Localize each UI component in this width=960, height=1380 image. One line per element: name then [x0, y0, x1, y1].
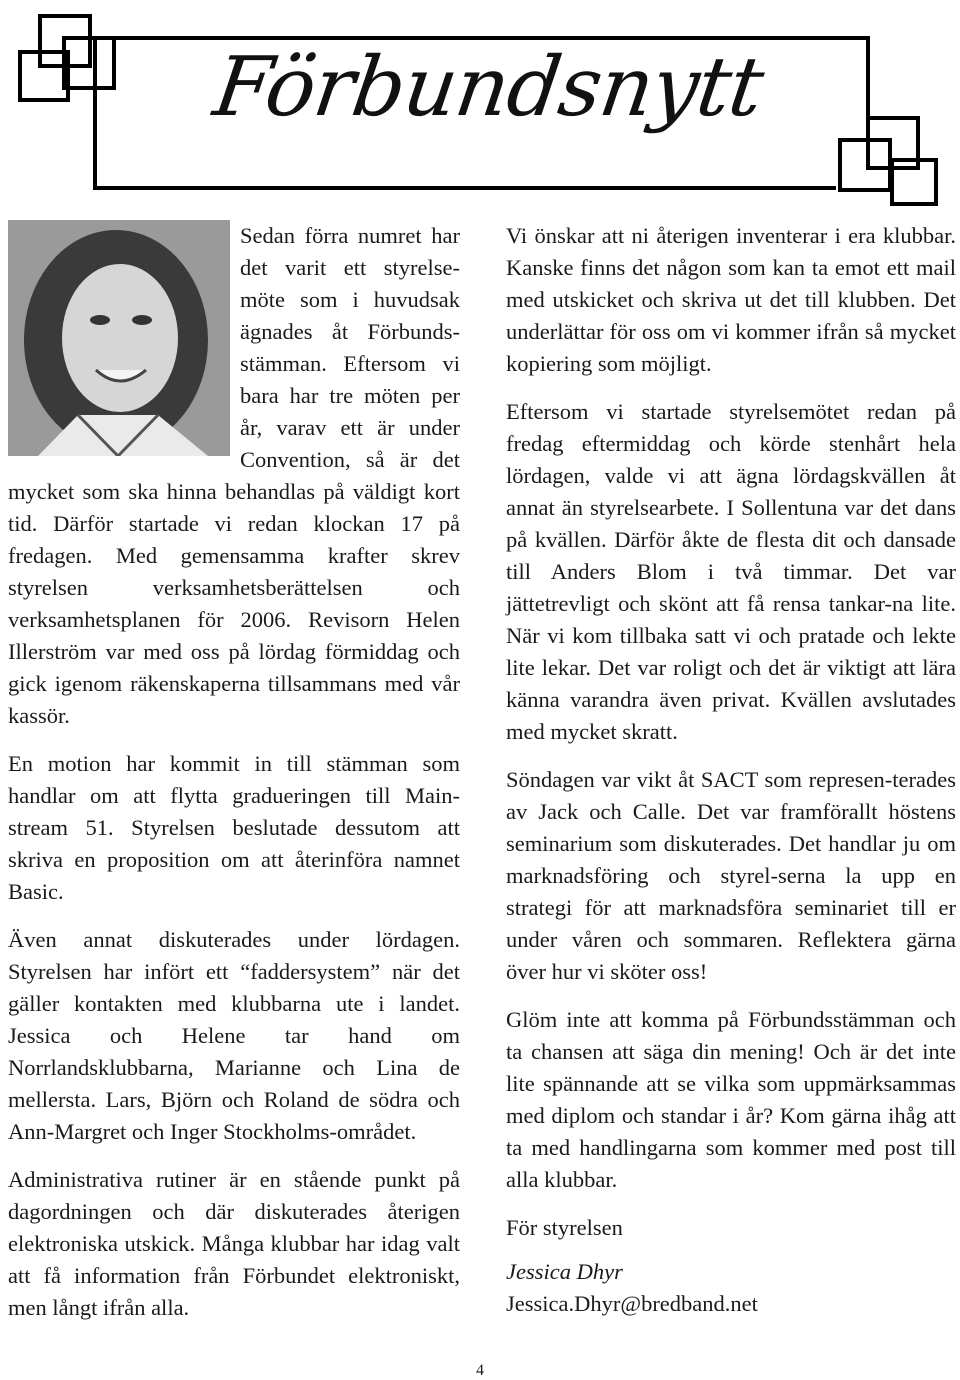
- page-number: 4: [476, 1362, 484, 1379]
- portrait-photo: [8, 220, 230, 456]
- right-column: [506, 220, 956, 1320]
- left-paragraph-4: Administrativa rutiner är en stående punkt på dagordningen och där diskuterades återigen elektroniska utskick. Många klubbar har idag valt att få information från Förbundet elektroniskt, men långt ifrån alla.: [8, 1167, 460, 1320]
- left-column: [8, 220, 460, 1340]
- signature: Jessica Dhyr: [506, 1259, 623, 1284]
- closing-line: För styrelsen: [506, 1215, 623, 1240]
- left-paragraph-3: Även annat diskuterades under lördagen. Styrelsen har infört ett “faddersystem” när det gäller kontakten med klubbarna ute i landet. Jessica och Helene tar hand om Norrlandsklubbarna, Marianne och Lina de mellersta. Lars, Björn och Roland de södra och Ann-Margret och Inger Stockholms-området.: [8, 927, 460, 1144]
- right-paragraph-3: Söndagen var vikt åt SACT som represen-terades av Jack och Calle. Det var framförallt höstens seminarium som diskuterades. Det handlar ju om marknadsföring och styrel-serna la upp en strategi för att marknadsföra seminariet till er under våren och sommaren. Reflektera gärna över hur vi sköter oss!: [506, 767, 956, 984]
- right-paragraph-1: Vi önskar att ni återigen inventerar i era klubbar. Kanske finns det någon som kan ta emot ett mail med utskicket och skriva ut det till klubben. Det underlättar för oss om vi kommer ifrån så mycket kopiering som möjligt.: [506, 223, 956, 376]
- header-banner: [0, 0, 960, 210]
- portrait-image: [8, 220, 230, 456]
- left-paragraph-1: Sedan förra numret har det varit ett styrelse-möte som i huvudsak ägnades åt Förbunds-stämman. Eftersom vi bara har tre möten per år, varav ett är under Convention, så är det mycket som ska hinna behandlas på väldigt kort tid. Därför startade vi redan klockan 17 på fredagen. Med gemensamma krafter skrev styrelsen verksamhetsberättelsen och verksamhetsplanen för 2006. Revisorn Helen Illerström var med oss på lördag förmiddag och gick igenom räkenskaperna tillsammans med vår kassör.: [8, 223, 460, 728]
- right-paragraph-4: Glöm inte att komma på Förbundsstämman och ta chansen att säga din mening! Och är det inte lite spännande att se vilka som uppmärksammas med diplom och standar i år? Kom gärna ihåg att ta med handlingarna som kommer med post till alla klubbar.: [506, 1007, 956, 1192]
- email-link[interactable]: Jessica.Dhyr@bredband.net: [506, 1291, 758, 1316]
- right-paragraph-2: Eftersom vi startade styrelsemötet redan på fredag eftermiddag och körde stenhårt hela lördagen, valde vi att ägna lördagskvällen åt annat än styrelsearbete. I Sollentuna var det dans på kvällen. Därför åkte de flesta dit och dansade till Anders Blom i två timmar. Det var jättetrevligt och skönt att få rensa tankar-na lite. När vi kom tillbaka satt vi och pratade och lekte lite lekar. Det var roligt och det är viktigt att lära känna varandra även privat. Kvällen avslutades med mycket skratt.: [506, 399, 956, 744]
- left-paragraph-2: En motion har kommit in till stämman som handlar om att flytta gradueringen till Main-stream 51. Styrelsen beslutade dessutom att skriva en proposition om att återinföra namnet Basic.: [8, 751, 460, 904]
- page-title: Förbundsnytt: [208, 40, 769, 135]
